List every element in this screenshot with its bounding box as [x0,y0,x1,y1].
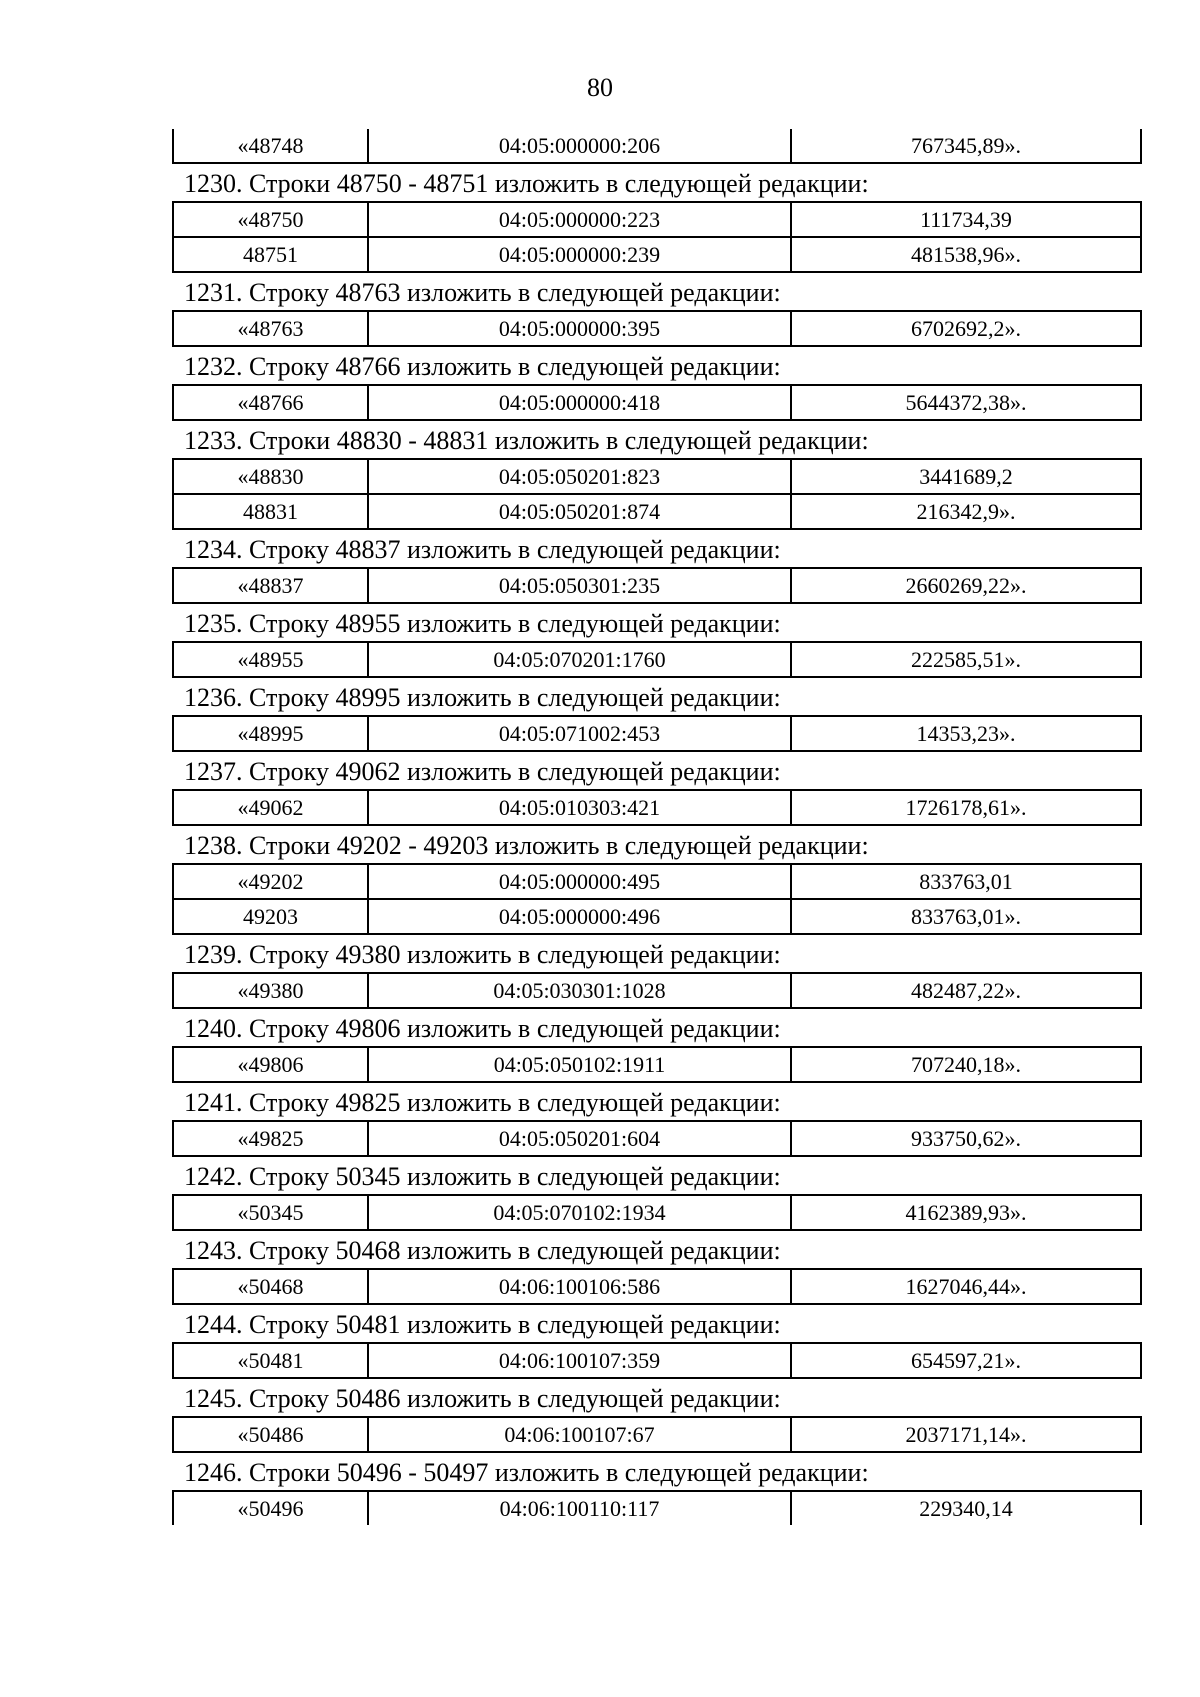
amendment-heading: 1246. Строки 50496 - 50497 изложить в следующей редакции: [184,1458,869,1487]
cadastral-number-cell: 04:05:010303:421 [368,790,791,825]
value-cell: 833763,01 [791,864,1141,899]
amendment-table [172,1046,1142,1083]
value-cell: 1627046,44». [791,1269,1141,1304]
value-cell: 767345,89». [791,129,1141,163]
cadastral-number-cell: 04:05:050201:874 [368,494,791,529]
value-cell: 6702692,2». [791,311,1141,346]
table-row [173,973,1141,1008]
amendment-table [172,567,1142,604]
cadastral-number-cell: 04:05:000000:495 [368,864,791,899]
row-number-cell: 48831 [173,494,368,529]
page-number: 80 [587,73,613,102]
row-number-cell: 49203 [173,899,368,934]
amendment-table [172,1342,1142,1379]
amendment-heading: 1243. Строку 50468 изложить в следующей редакции: [184,1236,781,1265]
amendment-table [172,201,1142,273]
amendment-heading: 1237. Строку 49062 изложить в следующей редакции: [184,757,781,786]
amendment-table [172,715,1142,752]
row-number-cell: «48830 [173,459,368,494]
amendment-heading: 1235. Строку 48955 изложить в следующей редакции: [184,609,781,638]
row-number-cell: «49806 [173,1047,368,1082]
cadastral-number-cell: 04:05:000000:418 [368,385,791,420]
value-cell: 4162389,93». [791,1195,1141,1230]
row-number-cell: «50345 [173,1195,368,1230]
table-row [173,716,1141,751]
row-number-cell: «49380 [173,973,368,1008]
value-cell: 2037171,14». [791,1417,1141,1452]
cadastral-number-cell: 04:05:050201:823 [368,459,791,494]
amendment-heading: 1239. Строку 49380 изложить в следующей редакции: [184,940,781,969]
amendment-heading: 1244. Строку 50481 изложить в следующей редакции: [184,1310,781,1339]
table-row [173,385,1141,420]
table-row [173,494,1141,529]
value-cell: 14353,23». [791,716,1141,751]
table-row [173,1269,1141,1304]
row-number-cell: «48750 [173,202,368,237]
table-row [173,1047,1141,1082]
amendment-table [172,863,1142,935]
value-cell: 482487,22». [791,973,1141,1008]
cadastral-number-cell: 04:05:071002:453 [368,716,791,751]
table-row [173,1195,1141,1230]
value-cell: 222585,51». [791,642,1141,677]
value-cell: 229340,14 [791,1491,1141,1525]
cadastral-number-cell: 04:06:100106:586 [368,1269,791,1304]
value-cell: 833763,01». [791,899,1141,934]
amendment-heading: 1233. Строки 48830 - 48831 изложить в следующей редакции: [184,426,869,455]
value-cell: 654597,21». [791,1343,1141,1378]
table-row [173,1343,1141,1378]
cadastral-number-cell: 04:06:100110:117 [368,1491,791,1525]
row-number-cell: «48766 [173,385,368,420]
table-row [173,311,1141,346]
value-cell: 933750,62». [791,1121,1141,1156]
cadastral-number-cell: 04:06:100107:359 [368,1343,791,1378]
table-row [173,202,1141,237]
value-cell: 481538,96». [791,237,1141,272]
cadastral-number-cell: 04:05:050102:1911 [368,1047,791,1082]
row-number-cell: 48751 [173,237,368,272]
table-row [173,459,1141,494]
cadastral-number-cell: 04:05:000000:206 [368,129,791,163]
amendments-list [172,129,1140,1525]
row-number-cell: «50496 [173,1491,368,1525]
row-number-cell: «50481 [173,1343,368,1378]
amendment-heading: 1231. Строку 48763 изложить в следующей редакции: [184,278,781,307]
row-number-cell: «48837 [173,568,368,603]
cadastral-number-cell: 04:06:100107:67 [368,1417,791,1452]
amendment-table [172,1490,1142,1525]
cadastral-number-cell: 04:05:070102:1934 [368,1195,791,1230]
cadastral-number-cell: 04:05:000000:223 [368,202,791,237]
amendment-table [172,972,1142,1009]
table-row [173,899,1141,934]
amendment-heading: 1245. Строку 50486 изложить в следующей редакции: [184,1384,781,1413]
amendment-heading: 1234. Строку 48837 изложить в следующей редакции: [184,535,781,564]
cadastral-number-cell: 04:05:070201:1760 [368,642,791,677]
amendment-heading: 1238. Строки 49202 - 49203 изложить в следующей редакции: [184,831,869,860]
amendment-heading: 1232. Строку 48766 изложить в следующей редакции: [184,352,781,381]
amendment-table [172,1120,1142,1157]
cadastral-number-cell: 04:05:000000:496 [368,899,791,934]
amendment-heading: 1241. Строку 49825 изложить в следующей редакции: [184,1088,781,1117]
amendment-table [172,1194,1142,1231]
row-number-cell: «49825 [173,1121,368,1156]
value-cell: 1726178,61». [791,790,1141,825]
row-number-cell: «48763 [173,311,368,346]
amendment-table [172,458,1142,530]
amendment-heading: 1236. Строку 48995 изложить в следующей редакции: [184,683,781,712]
table-row [173,568,1141,603]
value-cell: 5644372,38». [791,385,1141,420]
row-number-cell: «49062 [173,790,368,825]
row-number-cell: «50468 [173,1269,368,1304]
value-cell: 2660269,22». [791,568,1141,603]
cadastral-number-cell: 04:05:000000:239 [368,237,791,272]
cadastral-number-cell: 04:05:000000:395 [368,311,791,346]
value-cell: 707240,18». [791,1047,1141,1082]
amendment-table [172,129,1142,164]
table-row [173,129,1141,163]
amendment-table [172,789,1142,826]
cadastral-number-cell: 04:05:030301:1028 [368,973,791,1008]
amendment-heading: 1242. Строку 50345 изложить в следующей редакции: [184,1162,781,1191]
amendment-table [172,384,1142,421]
value-cell: 111734,39 [791,202,1141,237]
row-number-cell: «48955 [173,642,368,677]
table-row [173,864,1141,899]
value-cell: 216342,9». [791,494,1141,529]
row-number-cell: «49202 [173,864,368,899]
amendment-table [172,310,1142,347]
row-number-cell: «50486 [173,1417,368,1452]
amendment-heading: 1240. Строку 49806 изложить в следующей редакции: [184,1014,781,1043]
table-row [173,1121,1141,1156]
table-row [173,237,1141,272]
table-row [173,1417,1141,1452]
amendment-table [172,1268,1142,1305]
row-number-cell: «48995 [173,716,368,751]
value-cell: 3441689,2 [791,459,1141,494]
amendment-table [172,641,1142,678]
table-row [173,642,1141,677]
cadastral-number-cell: 04:05:050201:604 [368,1121,791,1156]
amendment-heading: 1230. Строки 48750 - 48751 изложить в следующей редакции: [184,169,869,198]
table-row [173,790,1141,825]
table-row [173,1491,1141,1525]
row-number-cell: «48748 [173,129,368,163]
amendment-table [172,1416,1142,1453]
cadastral-number-cell: 04:05:050301:235 [368,568,791,603]
